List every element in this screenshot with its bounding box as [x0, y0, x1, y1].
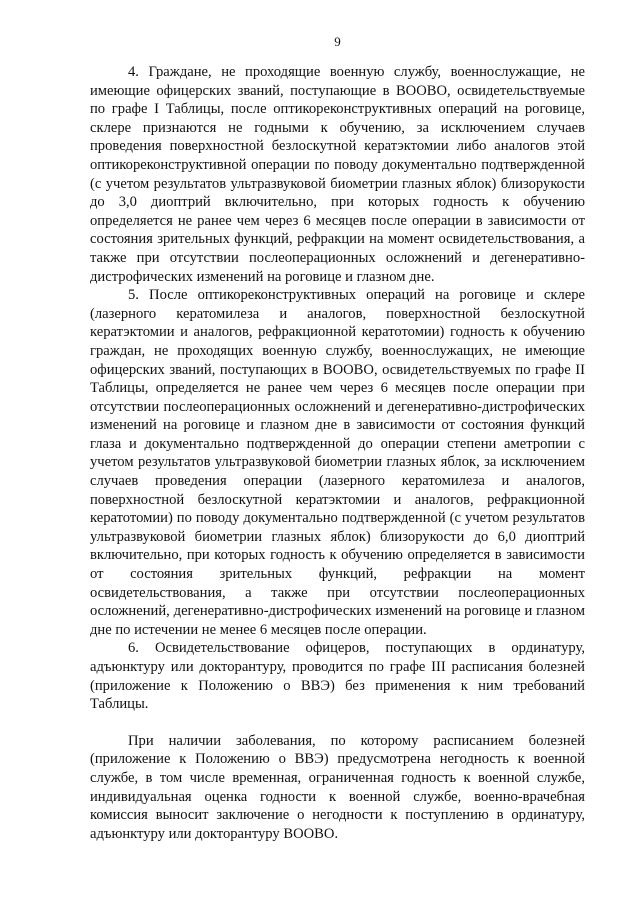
paragraph-5: 5. После оптикореконструктивных операций на роговице и склере (лазерного кератомилеза и аналогов, поверхностной безлоскутной кератэктомии и аналогов, рефракционной кератотомии) годность к обучению граждан, не проходящих военную службу, военнослужащих, не имеющие офицерских званий, поступающих в ВООВО, освидетельствуемых по графе II Таблицы, определяется не ранее чем через 6 месяцев после операции при отсутствии послеоперационных осложнений и дегенеративно-дистрофических изменений на роговице и глазном дне в зависимости от состояния функций глаза и документально подтвержденной до операции степени аметропии с учетом результатов ультразвуковой биометрии глазных яблок, за исключением случаев проведения операции (лазерного кератомилеза и аналогов, поверхностной безлоскутной кератэктомии и аналогов, рефракционной кератотомии) по поводу документально подтвержденной (с учетом результатов ультразвуковой биометрии глазных яблок) близорукости до 6,0 диоптрий включительно, при которых годность к обучению определяется в зависимости от состояния зрительных функций, рефракции на момент освидетельствования, а также при отсутствии послеоперационных осложнений, дегенеративно-дистрофических изменений на роговице и глазном дне по истечении не менее 6 месяцев после операции.: [90, 287, 585, 638]
page-number: 9: [334, 34, 341, 49]
paragraph-disease: При наличии заболевания, по которому расписанием болезней (приложение к Положению о ВВЭ) предусмотрена негодность к военной службе, в том числе временная, ограниченная годность к военной службе, индивидуальная оценка годности к военной службе, военно-врачебная комиссия выносит заключение о негодности к поступлению в ординатуру, адъюнктуру или докторантуру ВООВО.: [90, 732, 585, 842]
paragraph-4: 4. Граждане, не проходящие военную службу, военнослужащие, не имеющие офицерских званий, поступающие в ВООВО, освидетельствуемые по графе I Таблицы, после оптикореконструктивных операций на роговице, склере признаются не годными к обучению, за исключением случаев проведения поверхностной безлоскутной кератэктомии либо аналогов этой оптикореконструктивной операции по поводу документально подтвержденной (с учетом результатов ультразвуковой биометрии глазных яблок) близорукости до 3,0 диоптрий включительно, при которых годность к обучению определяется не ранее чем через 6 месяцев после операции в зависимости от состояния зрительных функций, рефракции на момент освидетельствования, а также при отсутствии послеоперационных осложнений и дегенеративно-дистрофических изменений на роговице и глазном дне.: [90, 64, 585, 285]
paragraph-6: 6. Освидетельствование офицеров, поступающих в ординатуру, адъюнктуру или докторантуру, проводится по графе III расписания болезней (приложение к Положению о ВВЭ) без применения к ним требований Таблицы.: [90, 640, 585, 713]
